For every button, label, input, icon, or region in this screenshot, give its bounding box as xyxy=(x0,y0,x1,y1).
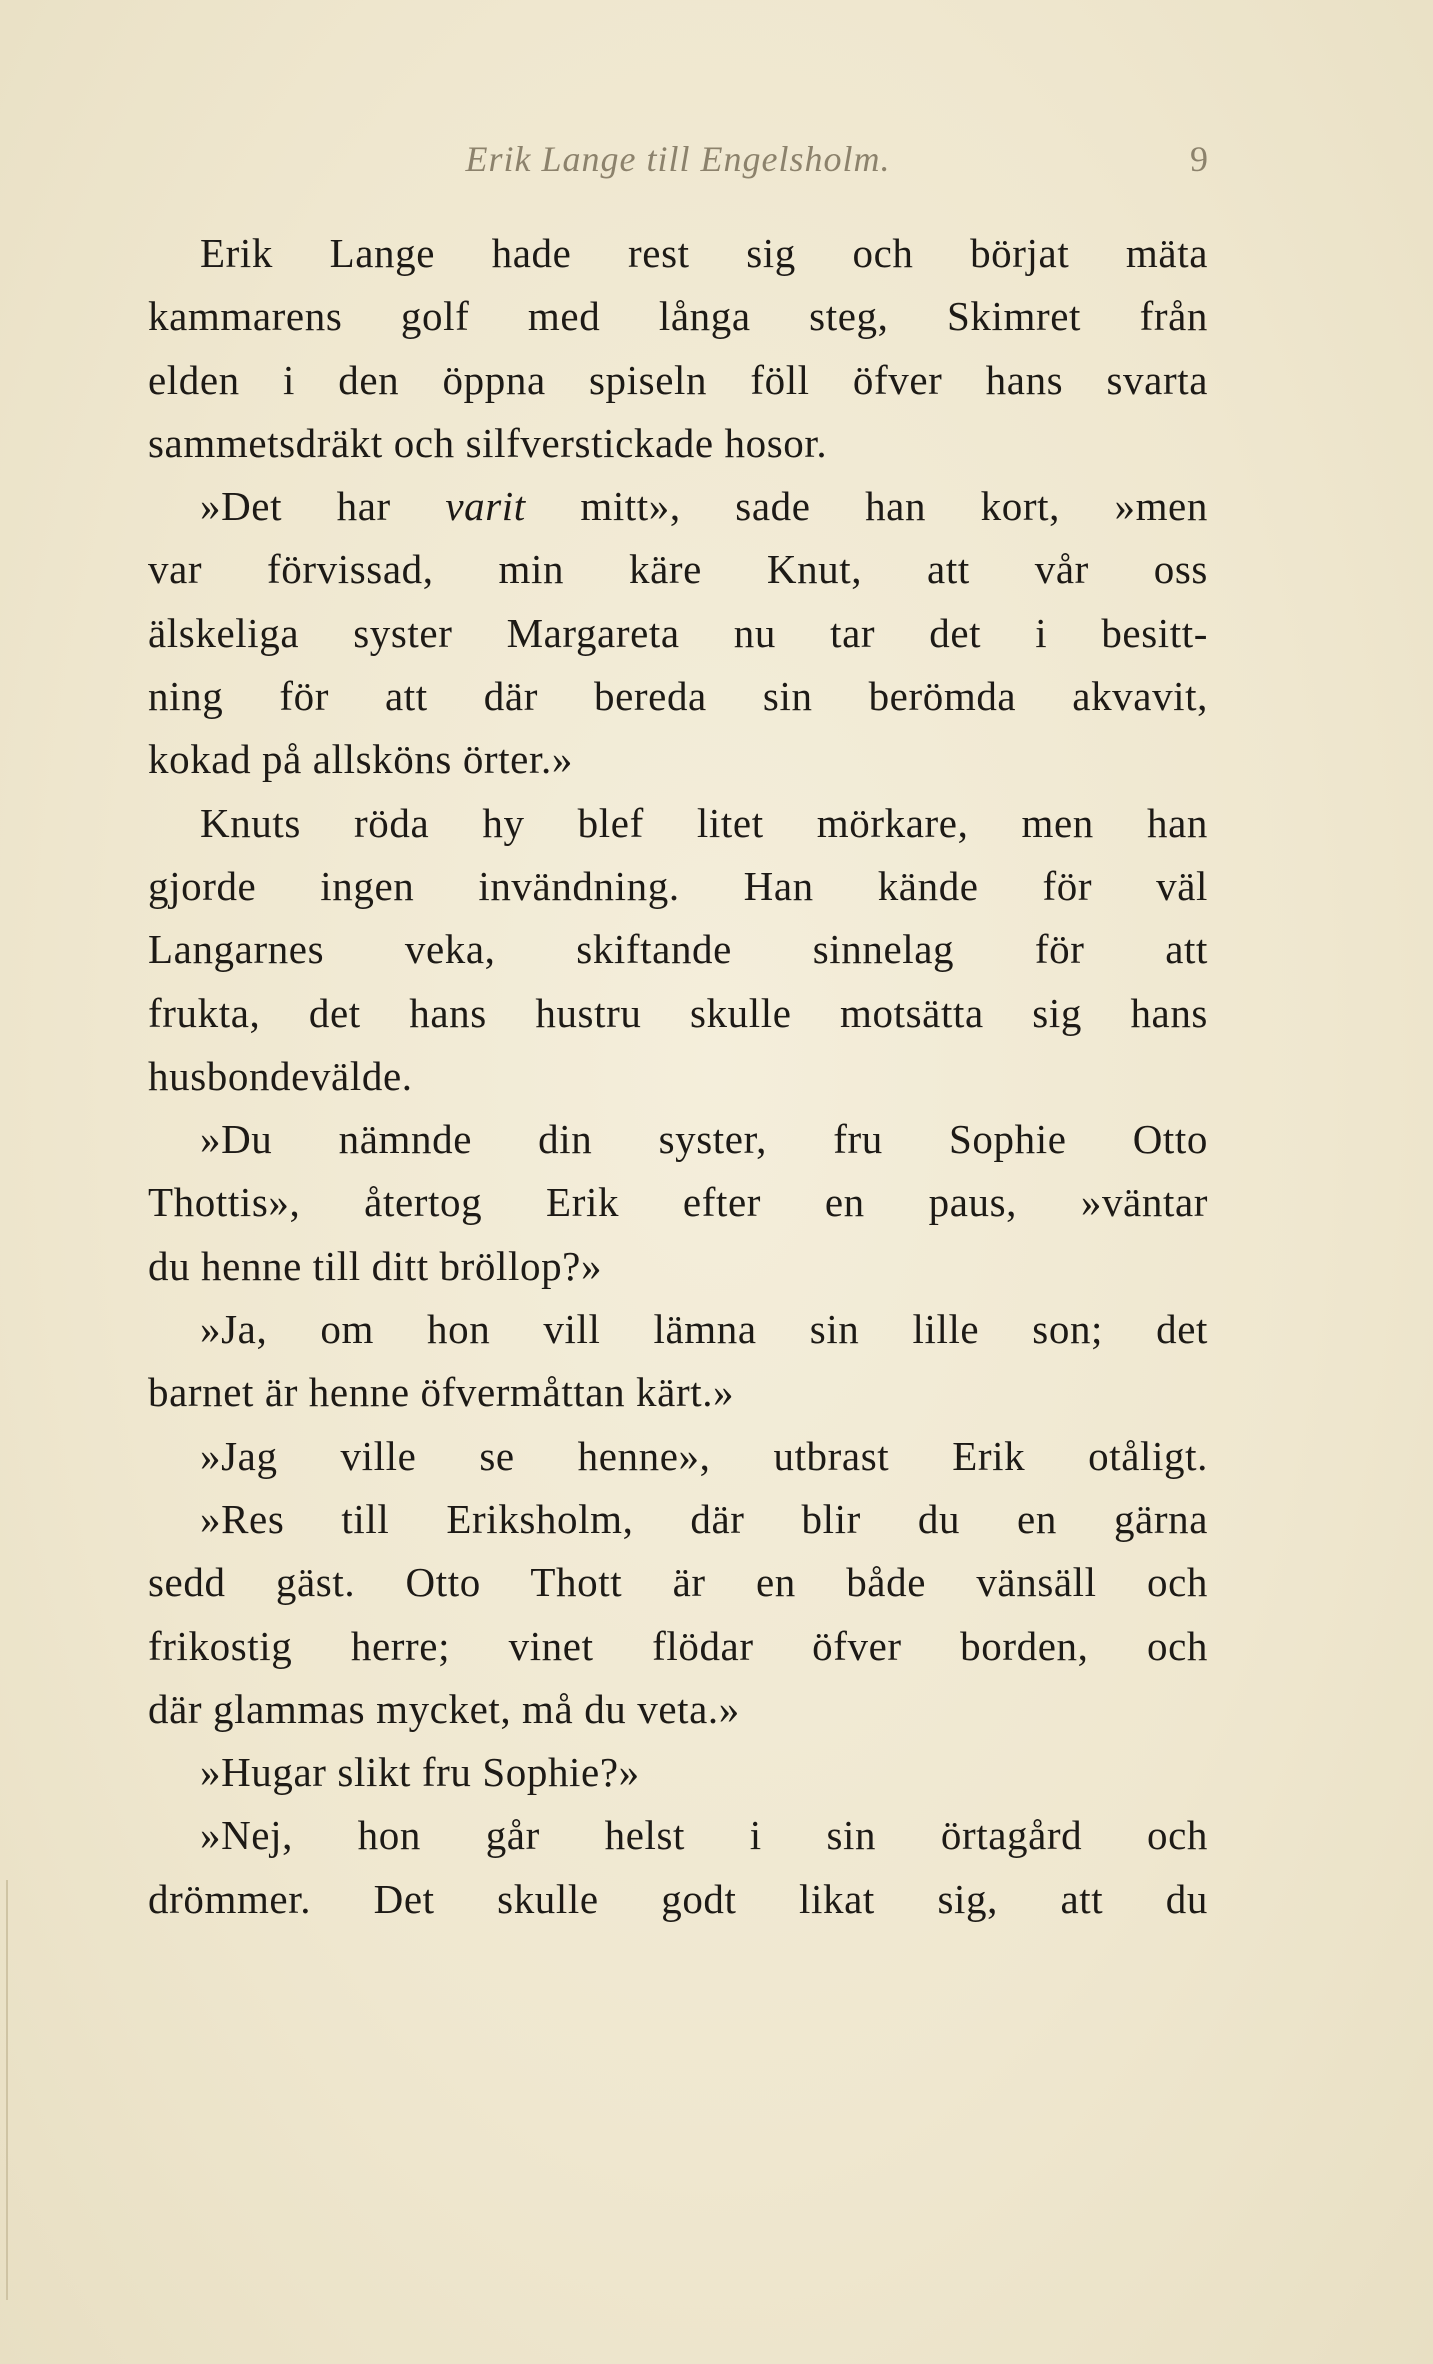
text-line: gjorde ingen invändning. Han kände för väl xyxy=(148,862,1208,909)
text-line: Langarnes veka, skiftande sinnelag för att xyxy=(148,926,1208,973)
body-text xyxy=(148,222,1208,1931)
text-line: husbondevälde. xyxy=(148,1052,413,1099)
text-line: sammetsdräkt och silfverstickade hosor. xyxy=(148,419,828,466)
page-edge-mark xyxy=(6,1880,8,2300)
running-title: Erik Lange till Engelsholm. xyxy=(465,139,891,179)
quote-rest: mitt», sade han kort, »men xyxy=(580,483,1208,530)
text-line xyxy=(148,475,1208,538)
text-line: elden i den öppna spiseln föll öfver hans svarta xyxy=(148,356,1208,403)
quote-start: »Det har xyxy=(200,483,391,530)
text-line: där glammas mycket, må du veta.» xyxy=(148,1685,740,1732)
text-line: frikostig herre; vinet flödar öfver borden, och xyxy=(148,1622,1208,1669)
text-line: drömmer. Det skulle godt likat sig, att du xyxy=(148,1875,1208,1922)
text-line: ning för att där bereda sin berömda akvavit, xyxy=(148,673,1208,720)
text-line: kokad på allsköns örter.» xyxy=(148,736,573,783)
italic-word: varit xyxy=(445,483,526,530)
text-line: barnet är henne öfvermåttan kärt.» xyxy=(148,1369,735,1416)
text-line: »Hugar slikt fru Sophie?» xyxy=(200,1749,640,1796)
text-line: Knuts röda hy blef litet mörkare, men han xyxy=(200,799,1208,846)
text-line: kammarens golf med långa steg, Skimret från xyxy=(148,293,1208,340)
running-head xyxy=(148,138,1208,190)
text-line: »Du nämnde din syster, fru Sophie Otto xyxy=(200,1116,1208,1163)
page-number: 9 xyxy=(1190,139,1208,179)
text-line: »Nej, hon går helst i sin örtagård och xyxy=(200,1812,1208,1859)
text-line: Thottis», återtog Erik efter en paus, »väntar xyxy=(148,1179,1208,1226)
text-line: du henne till ditt bröllop?» xyxy=(148,1242,603,1289)
text-line: frukta, det hans hustru skulle motsätta sig hans xyxy=(148,989,1208,1036)
text-line: älskeliga syster Margareta nu tar det i besitt- xyxy=(148,609,1208,656)
text-line: Erik Lange hade rest sig och börjat mäta xyxy=(200,230,1208,276)
text-line: »Jag ville se henne», utbrast Erik otåligt. xyxy=(200,1432,1208,1479)
text-line: »Ja, om hon vill lämna sin lille son; det xyxy=(200,1306,1208,1353)
text-line: var förvissad, min käre Knut, att vår oss xyxy=(148,546,1208,593)
text-line: »Res till Eriksholm, där blir du en gärna xyxy=(200,1495,1208,1542)
text-line: sedd gäst. Otto Thott är en både vänsäll och xyxy=(148,1559,1208,1606)
